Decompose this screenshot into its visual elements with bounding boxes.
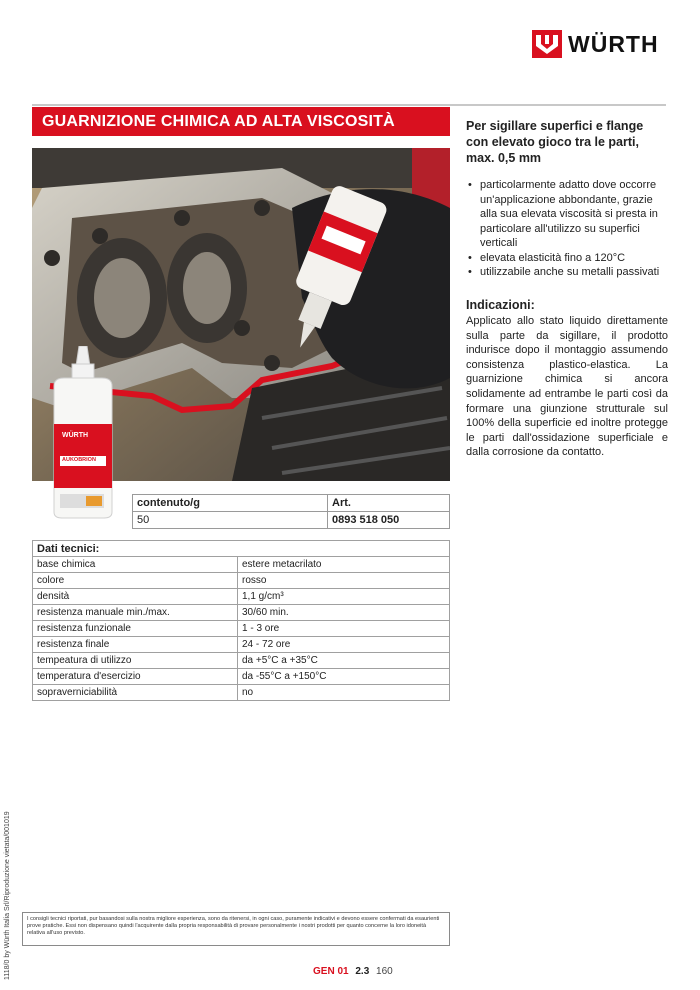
tech-label: densità <box>33 589 238 605</box>
disclaimer-box: I consigli tecnici riportati, pur basandosi sulla nostra migliore esperienza, sono da ritenersi, in ogni caso, puramente indicativi e devono essere confermati da esaurienti prove pratiche. Essi non dispensano quindi l'acquirente dalla propria responsabilità di provare personalmente i nostri prodotti per quanto concerne la loro idoneità relativa all'uso previsto. <box>22 912 450 946</box>
title-rule <box>32 104 666 106</box>
tech-value: 1 - 3 ore <box>238 621 450 637</box>
page-footer <box>313 966 393 977</box>
tech-value: da +5°C a +35°C <box>238 653 450 669</box>
tech-data-table <box>32 540 450 701</box>
table-row <box>33 621 450 637</box>
tech-label: colore <box>33 573 238 589</box>
bottle-brand: WÜRTH <box>62 432 89 439</box>
tech-table-header <box>33 541 450 557</box>
tech-value: 24 - 72 ore <box>238 637 450 653</box>
indicazioni-text: Applicato allo stato liquido direttamente sulla parte da sigillare, il prodotto indurisce dopo il montaggio assumendo consistenza plastico-elastica. La guarnizione chimica si ancora solidamente ad entrambe le parti così da formare una giunzione strutturale sul 100% della superficie ed inoltre protegge le parti dall'ossidazione superficiale e dalla corrosione da contatto. <box>466 315 668 459</box>
feature-list <box>466 178 666 280</box>
header-contenuto: contenuto/g <box>133 495 328 512</box>
product-bottle-image <box>46 346 120 522</box>
list-item: • elevata elasticità fino a 120°C <box>466 251 666 266</box>
list-item: • utilizzabile anche su metalli passivati <box>466 265 666 280</box>
bottle-label: AUKOBRION <box>62 457 96 463</box>
table-row <box>33 605 450 621</box>
tech-value: rosso <box>238 573 450 589</box>
tech-table-title: Dati tecnici: <box>33 541 450 557</box>
tech-label: tempeatura di utilizzo <box>33 653 238 669</box>
tech-label: resistenza finale <box>33 637 238 653</box>
page-number: 160 <box>376 966 393 977</box>
tech-value: no <box>238 685 450 701</box>
brand-logo <box>532 28 672 60</box>
table-row <box>33 637 450 653</box>
footer-section: GEN 01 <box>313 966 349 977</box>
table-row <box>33 557 450 573</box>
cell-contenuto: 50 <box>133 512 328 529</box>
tech-value: 30/60 min. <box>238 605 450 621</box>
table-row <box>33 589 450 605</box>
tech-value: da -55°C a +150°C <box>238 669 450 685</box>
tech-label: temperatura d'esercizio <box>33 669 238 685</box>
product-table-header <box>133 495 450 512</box>
tech-label: base chimica <box>33 557 238 573</box>
logo-text: WÜRTH <box>568 30 659 57</box>
table-row <box>33 669 450 685</box>
list-item: • particolarmente adatto dove occorre un'applicazione abbondante, grazie alla sua elevata viscosità si presta in particolare all'utilizzo su superfici verticali <box>466 178 666 251</box>
tech-value: 1,1 g/cm³ <box>238 589 450 605</box>
table-row <box>33 685 450 701</box>
indicazioni-heading: Indicazioni: <box>466 298 535 312</box>
product-subtitle: Per sigillare superfici e flange con elevato gioco tra le parti, max. 0,5 mm <box>466 119 644 165</box>
footer-subsection: 2.3 <box>355 966 370 977</box>
header-art: Art. <box>328 495 450 512</box>
page-title: GUARNIZIONE CHIMICA AD ALTA VISCOSITÀ <box>32 107 450 136</box>
wurth-logo-icon <box>532 30 562 58</box>
table-row <box>33 653 450 669</box>
tech-label: resistenza funzionale <box>33 621 238 637</box>
product-table <box>132 494 450 529</box>
tech-label: resistenza manuale min./max. <box>33 605 238 621</box>
tech-label: sopraverniciabilità <box>33 685 238 701</box>
table-row <box>133 512 450 529</box>
table-row <box>33 573 450 589</box>
cell-art-number: 0893 518 050 <box>328 512 450 529</box>
side-copyright-text: 1118/0 by Würth Italia Srl/Riproduzione vietata/001019 <box>4 811 11 980</box>
tech-value: estere metacrilato <box>238 557 450 573</box>
